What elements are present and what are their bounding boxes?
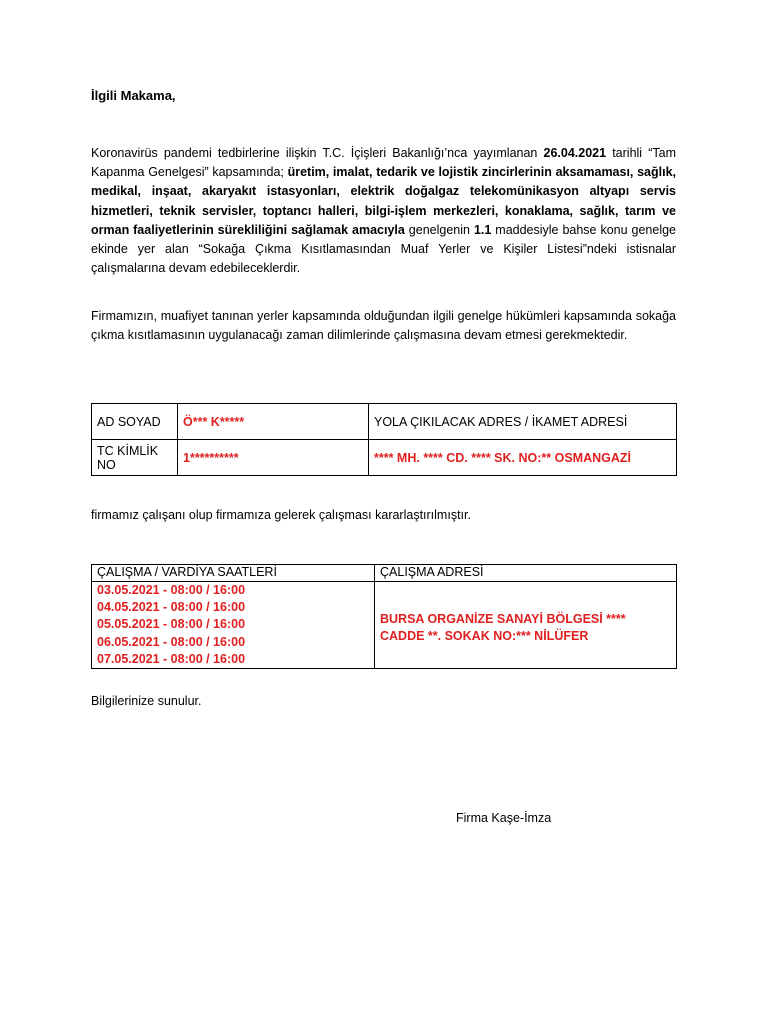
closing-line: Bilgilerinize sunulur. xyxy=(91,694,202,708)
p1-date: 26.04.2021 xyxy=(543,146,607,160)
signature-line: Firma Kaşe-İmza xyxy=(456,811,552,825)
statement-line: firmamız çalışanı olup firmamıza gelerek çalışması kararlaştırılmıştır. xyxy=(91,508,471,522)
p1-text-2: tarihli “Tam Kapanma Genelgesi” kapsamında; xyxy=(91,146,676,180)
p1-text-5: çalışmalarına devam edebileceklerdir. xyxy=(91,261,301,276)
address-header: YOLA ÇIKILACAK ADRES / İKAMET ADRESİ xyxy=(369,404,677,440)
hours-header: ÇALIŞMA / VARDİYA SAATLERİ xyxy=(92,565,375,582)
salutation: İlgili Makama, xyxy=(91,88,176,103)
shift-list xyxy=(92,582,375,669)
shift-row: 04.05.2021 - 08:00 / 16:00 xyxy=(97,600,246,615)
id-label: TC KİMLİK NO xyxy=(92,440,178,476)
name-value: Ö*** K***** xyxy=(178,404,369,440)
employee-table xyxy=(91,403,677,476)
work-table xyxy=(91,564,677,669)
p1-text-1: Koronavirüs pandemi tedbirlerine ilişkin T.C. İçişleri Bakanlığı’nca yayımlanan xyxy=(91,146,544,160)
paragraph-exemption: Firmamızın, muafiyet tanınan yerler kapsamında olduğundan ilgili genelge hükümleri kapsamında sokağa çıkma kısıtlamasının uygulanacağı zaman dilimlerinde çalışmasına devam etmesi gerekmektedir. xyxy=(91,309,676,342)
name-label: AD SOYAD xyxy=(92,404,178,440)
id-value: 1********** xyxy=(178,440,369,476)
p1-sectors: üretim, imalat, tedarik ve lojistik zincirlerinin aksamaması, sağlık, medikal, inşaat, akaryakıt istasyonları, elektrik doğalgaz telekomünikasyon altyapı servis hizmetleri, teknik servisler, toptancı halleri, bilgi-işlem merkezleri, konaklama, sağlık, tarım ve orman faaliyetlerinin sürekliliğini sağlamak amacıyla xyxy=(91,165,676,237)
p1-article: 1.1 xyxy=(473,222,492,237)
shift-row: 05.05.2021 - 08:00 / 16:00 xyxy=(97,617,246,632)
paragraph-legal-basis xyxy=(91,144,676,278)
work-address: BURSA ORGANİZE SANAYİ BÖLGESİ **** CADDE **. SOKAK NO:*** NİLÜFER xyxy=(375,582,677,669)
p1-text-3: genelgenin xyxy=(404,222,474,237)
p1-text-4: maddesiyle bahse konu genelge ekinde yer alan “Sokağa Çıkma Kısıtlamasından Muaf Yerler ve Kişiler Listesi”ndeki istisnalar xyxy=(91,222,676,257)
shift-row: 03.05.2021 - 08:00 / 16:00 xyxy=(97,583,246,597)
shift-row: 07.05.2021 - 08:00 / 16:00 xyxy=(97,651,246,666)
residence-address: **** MH. **** CD. **** SK. NO:** OSMANGAZİ xyxy=(369,440,677,476)
work-address-header: ÇALIŞMA ADRESİ xyxy=(375,565,677,582)
shift-row: 06.05.2021 - 08:00 / 16:00 xyxy=(97,634,246,649)
